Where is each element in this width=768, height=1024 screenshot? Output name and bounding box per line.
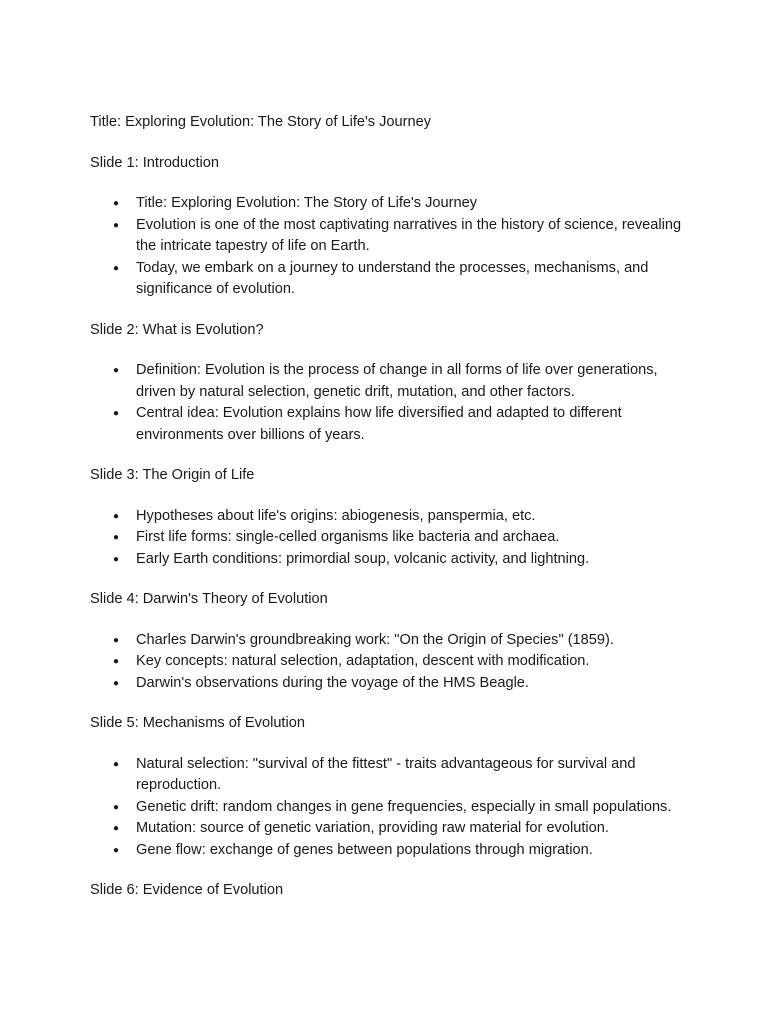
section-heading: Slide 6: Evidence of Evolution <box>90 882 284 898</box>
section-slide-6 <box>90 880 690 902</box>
section-slide-5 <box>90 713 690 861</box>
list-item: ● Darwin's observations during the voyage of the HMS Beagle. <box>90 673 690 695</box>
section-slide-1 <box>90 153 690 301</box>
section-slide-4 <box>90 589 690 694</box>
list-item: ● Today, we embark on a journey to understand the processes, mechanisms, and significance of evolution. <box>90 258 690 301</box>
list-item: ● Early Earth conditions: primordial soup, volcanic activity, and lightning. <box>90 549 690 571</box>
list-item: ● Central idea: Evolution explains how life diversified and adapted to different environments over billions of years. <box>90 403 690 446</box>
list-item: ● Natural selection: "survival of the fittest" - traits advantageous for survival and reproduction. <box>90 754 690 797</box>
section-heading: Slide 2: What is Evolution? <box>90 321 264 338</box>
list-item: ● Mutation: source of genetic variation, providing raw material for evolution. <box>90 818 690 840</box>
section-heading: Slide 4: Darwin's Theory of Evolution <box>90 591 328 607</box>
bullet-list <box>90 360 690 446</box>
section-slide-2 <box>90 320 690 447</box>
bullet-list <box>90 506 690 571</box>
bullet-list <box>90 630 690 695</box>
section-heading: Slide 5: Mechanisms of Evolution <box>90 715 305 731</box>
document-title: Title: Exploring Evolution: The Story of Life's Journey <box>90 114 432 130</box>
list-item: ● Charles Darwin's groundbreaking work: "On the Origin of Species" (1859). <box>90 630 690 652</box>
list-item: ● Gene flow: exchange of genes between populations through migration. <box>90 840 690 862</box>
list-item: ● Definition: Evolution is the process of change in all forms of life over generations, driven by natural selection, genetic drift, mutation, and other factors. <box>90 360 690 403</box>
document-body <box>90 112 690 921</box>
list-item: ● Key concepts: natural selection, adaptation, descent with modification. <box>90 651 690 673</box>
section-slide-3 <box>90 465 690 570</box>
list-item: ● Evolution is one of the most captivating narratives in the history of science, revealing the intricate tapestry of life on Earth. <box>90 215 690 258</box>
list-item: ● Title: Exploring Evolution: The Story of Life's Journey <box>90 193 690 215</box>
bullet-list <box>90 754 690 862</box>
list-item: ● First life forms: single-celled organisms like bacteria and archaea. <box>90 527 690 549</box>
section-heading: Slide 1: Introduction <box>90 154 219 171</box>
section-heading: Slide 3: The Origin of Life <box>90 467 255 483</box>
list-item: ● Hypotheses about life's origins: abiogenesis, panspermia, etc. <box>90 506 690 528</box>
bullet-list <box>90 193 690 301</box>
list-item: ● Genetic drift: random changes in gene frequencies, especially in small populations. <box>90 797 690 819</box>
